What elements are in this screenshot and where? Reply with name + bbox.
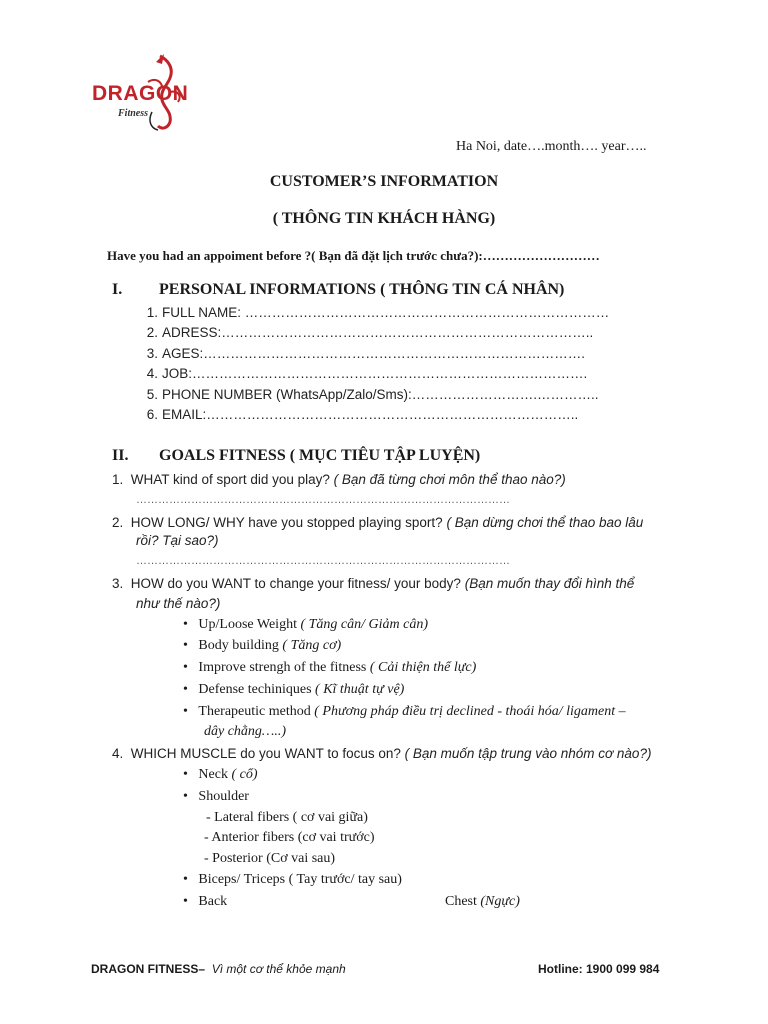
field-ages[interactable]: [136, 346, 585, 361]
question-translation: ( Bạn đã từng chơi môn thể thao nào?): [333, 472, 566, 487]
field-address[interactable]: [136, 325, 593, 340]
bullet-icon: •: [183, 682, 188, 697]
question-number: 3.: [112, 576, 124, 591]
item-number: 5.: [146, 387, 158, 402]
item-text: JOB:…………………………………………………………………………….: [162, 366, 588, 381]
option-translation: ( Kĩ thuật tự vệ): [315, 682, 405, 697]
page-title: CUSTOMER’S INFORMATION: [269, 173, 499, 190]
dragon-fitness-logo: [90, 52, 200, 134]
question-translation: (Bạn muốn thay đổi hình thể: [464, 576, 635, 591]
suboption-posterior[interactable]: - Posterior (Cơ vai sau): [204, 851, 336, 866]
option-translation: ( cổ): [231, 767, 258, 782]
answer-line-1[interactable]: …………………………………………………………………………………………: [136, 494, 510, 506]
question-number: 2.: [112, 515, 124, 530]
question-3-translation-cont: như thế nào?): [136, 596, 221, 611]
field-job[interactable]: [136, 366, 587, 381]
question-translation: ( Bạn muốn tập trung vào nhóm cơ nào?): [404, 746, 652, 761]
option-translation: (Ngực): [480, 894, 520, 909]
bullet-icon: •: [183, 660, 188, 675]
item-text: FULL NAME: ………………………………………………………………………: [162, 305, 610, 320]
option-text: Body building: [198, 638, 279, 653]
option-text: Improve strengh of the fitness: [198, 660, 367, 675]
item-number: 1.: [146, 305, 158, 320]
option-text: Shoulder: [198, 789, 249, 804]
question-2: [112, 515, 643, 530]
footer-hotline: Hotline: 1900 099 984: [538, 962, 660, 976]
item-number: 2.: [146, 325, 158, 340]
option-text: Therapeutic method: [198, 704, 311, 719]
section2-number: II.: [112, 447, 129, 464]
item-text: AGES:………………………………………………………………………….: [162, 346, 586, 361]
bullet-icon: •: [183, 638, 188, 653]
section1-title: PERSONAL INFORMATIONS ( THÔNG TIN CÁ NHÂN): [159, 281, 565, 298]
item-text: EMAIL:………………………………………………………………………..: [162, 407, 579, 422]
bullet-icon: •: [183, 872, 188, 887]
option-translation: ( Tăng cơ): [282, 638, 342, 653]
field-full-name[interactable]: [136, 305, 609, 320]
option-defense[interactable]: [183, 682, 404, 698]
bullet-icon: •: [183, 789, 188, 804]
option-body-building[interactable]: [183, 638, 341, 654]
question-translation: ( Bạn dừng chơi thể thao bao lâu: [446, 515, 644, 530]
item-text: PHONE NUMBER (WhatsApp/Zalo/Sms):……………………….…………..: [162, 387, 599, 402]
question-4: [112, 746, 651, 761]
question-1: [112, 472, 566, 487]
option-neck[interactable]: [183, 767, 258, 783]
section2-title: GOALS FITNESS ( MỤC TIÊU TẬP LUYỆN): [159, 447, 481, 464]
footer-brand-name: DRAGON FITNESS–: [91, 962, 206, 976]
option-chest[interactable]: [445, 894, 520, 910]
logo-sub: Fitness: [118, 108, 149, 119]
bullet-icon: •: [183, 767, 188, 782]
option-text: Chest: [445, 894, 477, 909]
bullet-icon: •: [183, 617, 188, 632]
item-number: 4.: [146, 366, 158, 381]
field-phone[interactable]: [136, 387, 599, 402]
question-2-translation-cont: rồi? Tại sao?): [136, 533, 219, 548]
section1-number: I.: [112, 281, 123, 298]
option-text: Defense techiniques: [198, 682, 312, 697]
question-text: WHAT kind of sport did you play?: [130, 472, 330, 487]
appointment-question[interactable]: Have you had an appoiment before ?( Bạn đã đặt lịch trước chưa?):………………………: [107, 248, 600, 263]
bullet-icon: •: [183, 704, 188, 719]
footer-brand: [91, 962, 346, 976]
bullet-icon: •: [183, 894, 188, 909]
option-text: Back: [198, 894, 228, 909]
option-weight[interactable]: [183, 617, 428, 633]
item-text: ADRESS:………………………………………………………………………..: [162, 325, 594, 340]
option-biceps[interactable]: [183, 872, 402, 888]
date-line: Ha Noi, date….month…. year…..: [456, 139, 647, 154]
suboption-anterior[interactable]: - Anterior fibers (cơ vai trước): [204, 830, 375, 845]
question-text: HOW LONG/ WHY have you stopped playing sport?: [130, 515, 443, 530]
option-therapeutic[interactable]: [183, 704, 626, 720]
field-email[interactable]: [136, 407, 578, 422]
option-back[interactable]: [183, 894, 227, 910]
item-number: 6.: [146, 407, 158, 422]
footer-slogan: Vì một cơ thể khỏe mạnh: [211, 962, 346, 976]
item-number: 3.: [146, 346, 158, 361]
page-subtitle: ( THÔNG TIN KHÁCH HÀNG): [272, 210, 496, 227]
question-number: 1.: [112, 472, 124, 487]
option-text: Up/Loose Weight: [198, 617, 297, 632]
option-translation: ( Cải thiện thể lực): [369, 660, 477, 675]
option-text: Biceps/ Triceps ( Tay trước/ tay sau): [198, 872, 402, 887]
answer-line-2[interactable]: …………………………………………………………………………………………: [136, 555, 510, 567]
question-text: HOW do you WANT to change your fitness/ your body?: [130, 576, 461, 591]
option-shoulder[interactable]: [183, 789, 249, 805]
question-text: WHICH MUSCLE do you WANT to focus on?: [130, 746, 401, 761]
logo-brand: DRAGON: [92, 82, 189, 105]
option-strength[interactable]: [183, 660, 476, 676]
suboption-lateral[interactable]: - Lateral fibers ( cơ vai giữa): [206, 810, 368, 825]
option-text: Neck: [198, 767, 228, 782]
question-number: 4.: [112, 746, 124, 761]
question-3: [112, 576, 634, 591]
option-translation: ( Phương pháp điều trị declined - thoái hóa/ ligament –: [314, 704, 626, 719]
option-translation: ( Tăng cân/ Giảm cân): [300, 617, 428, 632]
option-therapeutic-cont: dây chằng…..): [204, 724, 287, 739]
